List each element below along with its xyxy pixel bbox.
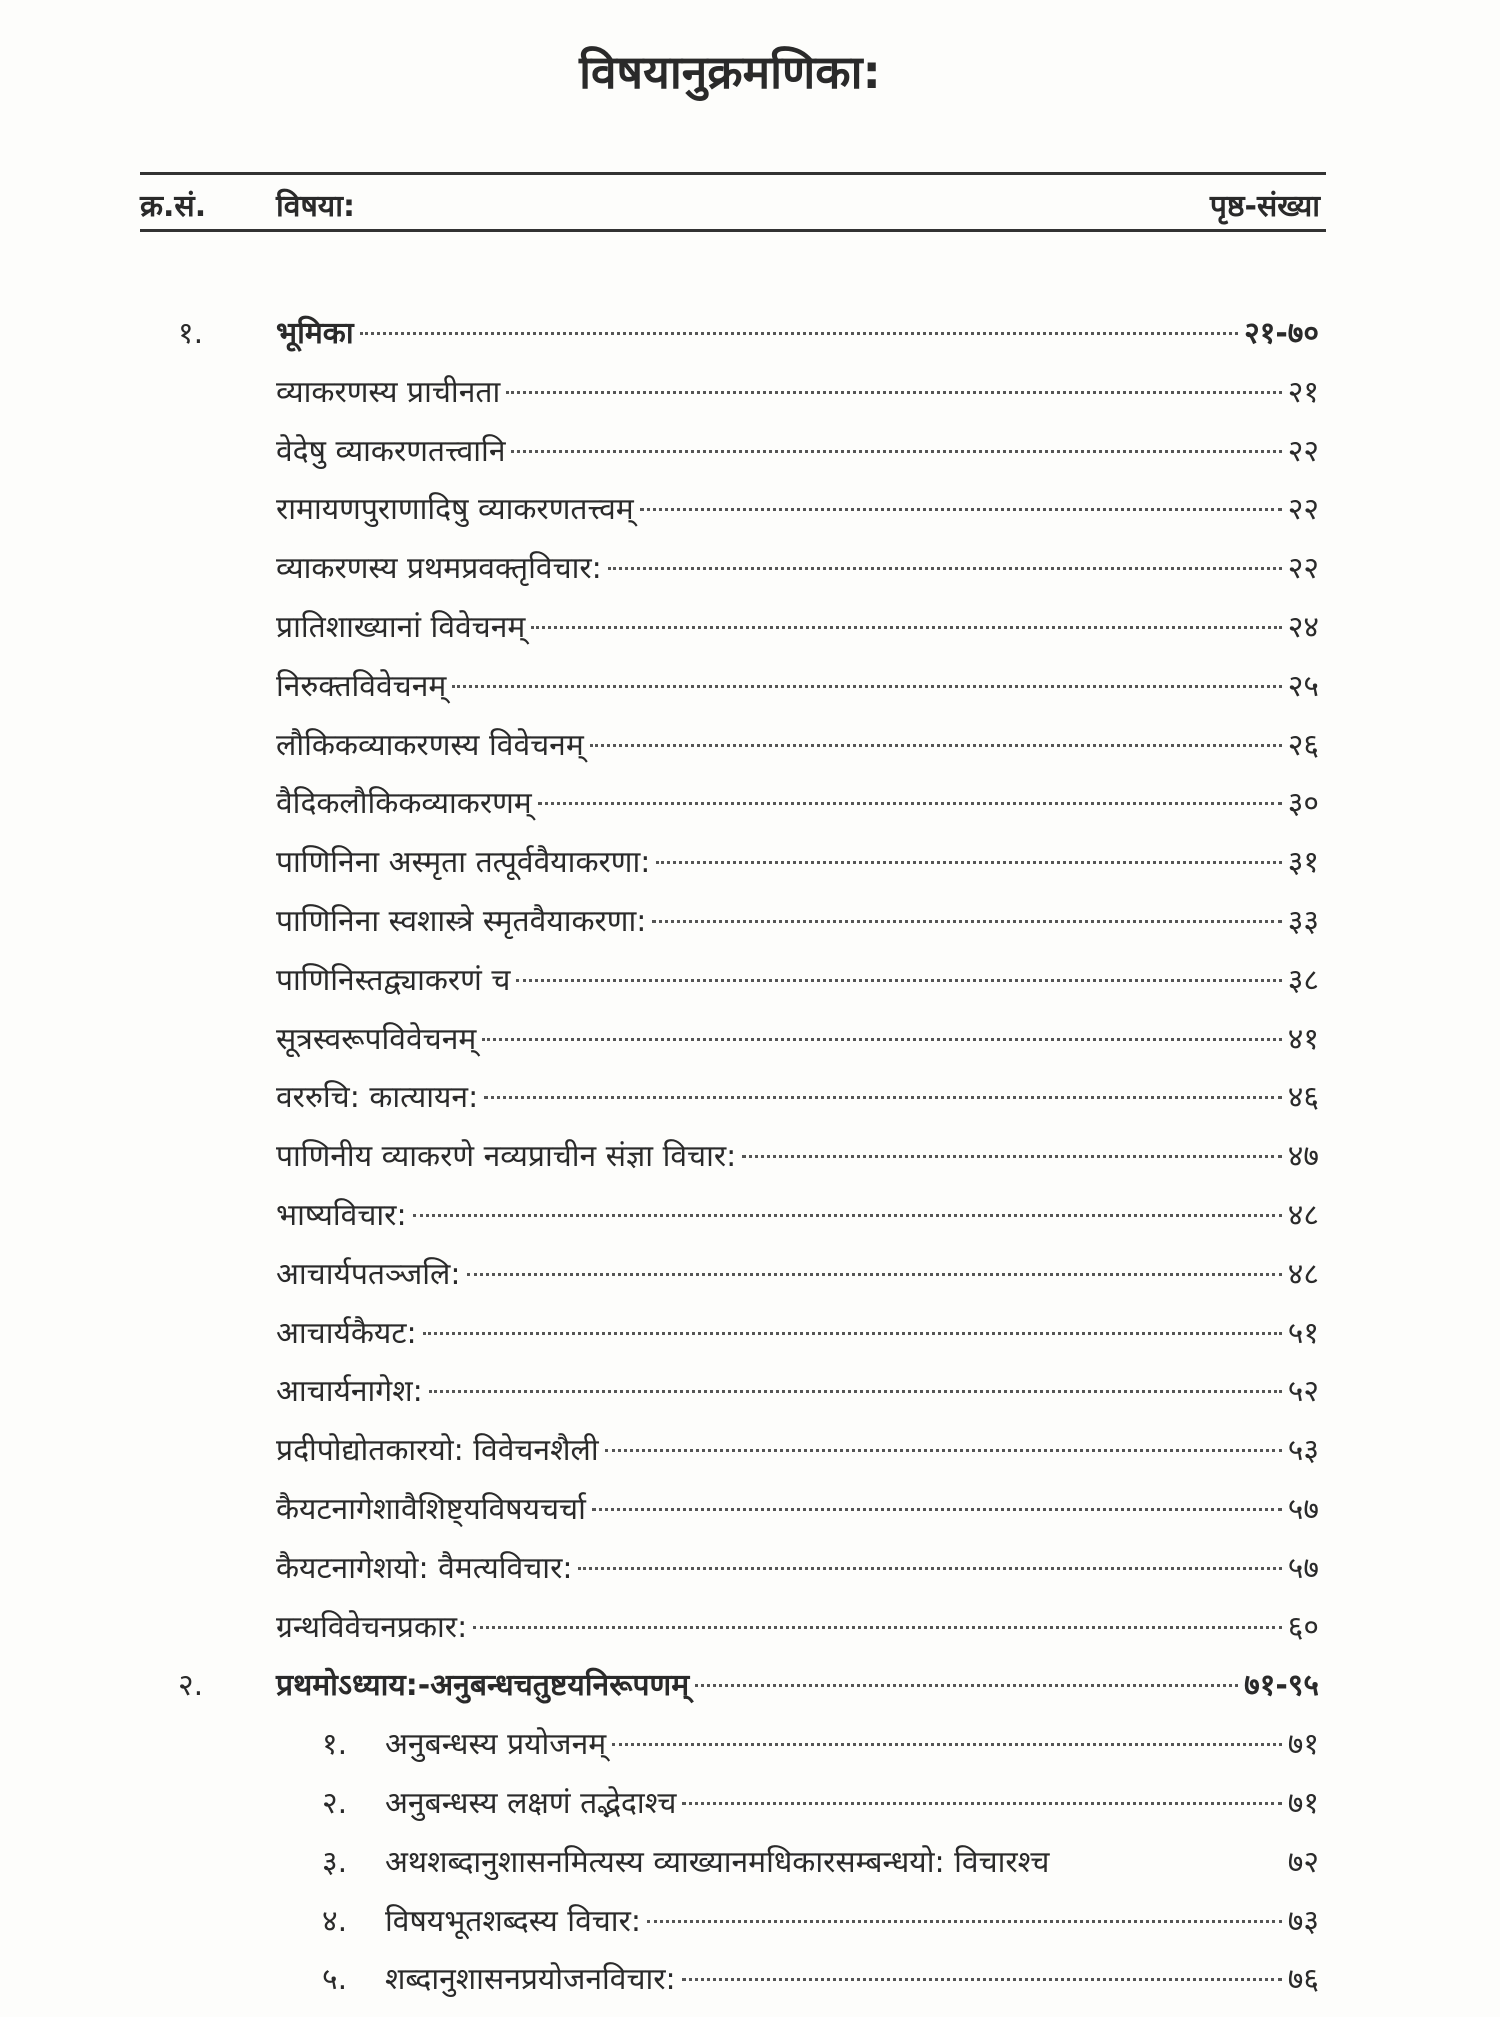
entry-page: ३८ — [1287, 962, 1319, 998]
toc-entry — [0, 1900, 1500, 1959]
entry-line — [276, 547, 1319, 591]
entry-line — [276, 724, 1319, 768]
entry-number: ५. — [322, 1962, 348, 1998]
entry-line — [276, 665, 1319, 709]
header-page: पृष्ठ-संख्या — [1209, 189, 1320, 224]
entry-title: अनुबन्धस्य लक्षणं तद्भेदाश्च — [385, 1785, 677, 1821]
entry-title: निरुक्तविवेचनम् — [276, 668, 447, 704]
entry-number: ४. — [322, 1903, 348, 1939]
dot-leader — [682, 1978, 1282, 1981]
dot-leader — [511, 450, 1281, 453]
entry-page: ७२ — [1287, 1844, 1319, 1880]
entry-page: ४८ — [1287, 1256, 1319, 1292]
dot-leader — [452, 685, 1281, 688]
entry-page: ६० — [1287, 1609, 1319, 1645]
entry-page: ५७ — [1287, 1550, 1319, 1586]
dot-leader — [429, 1390, 1282, 1393]
toc-entry — [0, 1253, 1500, 1312]
toc-entry — [0, 1488, 1500, 1547]
entry-page: ३१ — [1287, 845, 1319, 881]
toc-entry — [0, 900, 1500, 959]
entry-title: पाणिनिस्तद्व्याकरणं च — [276, 962, 511, 998]
entry-line — [276, 312, 1319, 356]
entry-line — [276, 1488, 1319, 1532]
entry-title: कैयटनागेशयो: वैमत्यविचार: — [276, 1550, 573, 1586]
entry-line — [276, 841, 1319, 885]
toc-entry — [0, 959, 1500, 1018]
entry-page: ७६ — [1287, 1962, 1319, 1998]
entry-page: २१ — [1287, 374, 1319, 410]
header-bottom-rule — [140, 229, 1326, 232]
toc-entry — [0, 1547, 1500, 1606]
toc-entry — [0, 665, 1500, 724]
entry-line — [276, 900, 1319, 944]
toc-chapter — [0, 1664, 1500, 1723]
entry-page: ७३ — [1287, 1903, 1319, 1939]
entry-title: लौकिकव्याकरणस्य विवेचनम् — [276, 727, 584, 763]
entry-page: ७१-९५ — [1244, 1668, 1319, 1704]
entry-title: सूत्रस्वरूपविवेचनम् — [276, 1021, 477, 1057]
page-title: विषयानुक्रमणिका: — [579, 45, 881, 99]
entry-line — [276, 488, 1319, 532]
entry-line — [276, 430, 1319, 474]
entry-page: ७१ — [1287, 1727, 1319, 1763]
dot-leader — [482, 1038, 1281, 1041]
dot-leader — [423, 1332, 1282, 1335]
entry-line — [276, 782, 1319, 826]
entry-title: रामायणपुराणादिषु व्याकरणतत्त्वम् — [276, 492, 634, 528]
toc-entry — [0, 782, 1500, 841]
entry-title: वेदेषु व्याकरणतत्त्वानि — [276, 433, 506, 469]
toc-entry — [0, 430, 1500, 489]
dot-leader — [516, 979, 1281, 982]
entry-line — [276, 1664, 1319, 1708]
toc-entry — [0, 1606, 1500, 1665]
entry-line — [276, 1076, 1319, 1120]
toc-list — [0, 312, 1500, 2017]
toc-entry — [0, 488, 1500, 547]
entry-title: शब्दानुशासनप्रयोजनविचार: — [385, 1962, 676, 1998]
toc-entry — [0, 547, 1500, 606]
header-subject: विषया: — [276, 189, 355, 224]
entry-title: प्रातिशाख्यानां विवेचनम् — [276, 609, 526, 645]
entry-page: ५३ — [1287, 1433, 1319, 1469]
toc-entry — [0, 606, 1500, 665]
entry-title: पाणिनिना अस्मृता तत्पूर्ववैयाकरणा: — [276, 845, 651, 881]
entry-page: २१-७० — [1244, 316, 1319, 351]
toc-entry — [0, 1958, 1500, 2017]
header-serial: क्र.सं. — [140, 189, 207, 224]
entry-title: व्याकरणस्य प्रथमप्रवक्तृविचार: — [276, 551, 602, 587]
toc-entry — [0, 724, 1500, 783]
entry-title: वैदिकलौकिकव्याकरणम् — [276, 786, 532, 822]
entry-title: ग्रन्थविवेचनप्रकार: — [276, 1609, 468, 1645]
dot-leader — [652, 920, 1281, 923]
toc-entry — [0, 1723, 1500, 1782]
entry-page: ५२ — [1287, 1374, 1319, 1410]
entry-title: भाष्यविचार: — [276, 1197, 407, 1233]
entry-line — [385, 1723, 1319, 1767]
entry-number: १. — [178, 316, 204, 351]
entry-title: अनुबन्धस्य प्रयोजनम् — [385, 1727, 607, 1763]
dot-leader — [682, 1802, 1281, 1805]
entry-line — [276, 1018, 1319, 1062]
entry-page: २५ — [1287, 668, 1319, 704]
entry-title: अथशब्दानुशासनमित्यस्य व्याख्यानमधिकारसम्बन्धयो: विचारश्च — [385, 1844, 1050, 1880]
dot-leader — [413, 1214, 1282, 1217]
entry-title: वररुचि: कात्यायन: — [276, 1080, 479, 1116]
toc-chapter — [0, 312, 1500, 371]
dot-leader — [592, 1508, 1282, 1511]
entry-line — [385, 1900, 1319, 1944]
entry-title: विषयभूतशब्दस्य विचार: — [385, 1903, 641, 1939]
entry-title: प्रथमोऽध्याय:-अनुबन्धचतुष्टयनिरूपणम् — [276, 1668, 690, 1704]
dot-leader — [695, 1684, 1238, 1687]
entry-line — [385, 1841, 1319, 1885]
table-header — [140, 184, 1326, 224]
entry-page: ४८ — [1287, 1197, 1319, 1233]
entry-number: ३. — [322, 1844, 348, 1880]
entry-line — [276, 1253, 1319, 1297]
toc-entry — [0, 1312, 1500, 1371]
entry-title: भूमिका — [276, 316, 354, 351]
dot-leader — [608, 567, 1282, 570]
entry-line — [276, 1194, 1319, 1238]
dot-leader — [647, 1920, 1282, 1923]
entry-line — [276, 1547, 1319, 1591]
entry-page: २२ — [1287, 433, 1319, 469]
entry-title: पाणिनीय व्याकरणे नव्यप्राचीन संज्ञा विचार: — [276, 1139, 737, 1175]
entry-page: ५१ — [1287, 1315, 1319, 1351]
entry-line — [385, 1782, 1319, 1826]
entry-line — [276, 1429, 1319, 1473]
dot-leader — [467, 1273, 1282, 1276]
entry-line — [276, 1606, 1319, 1650]
entry-page: २४ — [1287, 609, 1319, 645]
entry-page: २६ — [1287, 727, 1319, 763]
entry-page: ५७ — [1287, 1491, 1319, 1527]
entry-line — [385, 1958, 1319, 2002]
entry-title: आचार्यपतञ्जलि: — [276, 1256, 461, 1292]
entry-number: २. — [322, 1785, 348, 1821]
entry-page: २२ — [1287, 551, 1319, 587]
entry-line — [276, 606, 1319, 650]
entry-line — [276, 371, 1319, 415]
dot-leader — [506, 391, 1282, 394]
entry-page: ४६ — [1287, 1080, 1319, 1116]
dot-leader — [578, 1567, 1281, 1570]
toc-entry — [0, 1018, 1500, 1077]
header-top-rule — [140, 172, 1326, 175]
dot-leader — [473, 1626, 1282, 1629]
dot-leader — [360, 332, 1239, 335]
dot-leader — [612, 1743, 1282, 1746]
toc-entry — [0, 1782, 1500, 1841]
entry-title: आचार्यनागेश: — [276, 1374, 423, 1410]
dot-leader — [640, 508, 1282, 511]
toc-entry — [0, 1429, 1500, 1488]
entry-number: १. — [322, 1727, 348, 1763]
dot-leader — [531, 626, 1281, 629]
dot-leader — [605, 1449, 1282, 1452]
entry-page: ४१ — [1287, 1021, 1319, 1057]
entry-page: ४७ — [1287, 1139, 1319, 1175]
entry-title: पाणिनिना स्वशास्त्रे स्मृतवैयाकरणा: — [276, 903, 647, 939]
entry-line — [276, 959, 1319, 1003]
entry-number: २. — [178, 1668, 204, 1704]
entry-page: २२ — [1287, 492, 1319, 528]
entry-line — [276, 1370, 1319, 1414]
entry-line — [276, 1135, 1319, 1179]
dot-leader — [484, 1096, 1282, 1099]
dot-leader — [656, 861, 1281, 864]
toc-entry — [0, 1135, 1500, 1194]
toc-entry — [0, 1194, 1500, 1253]
entry-page: ३३ — [1287, 903, 1319, 939]
toc-entry — [0, 371, 1500, 430]
dot-leader — [590, 744, 1282, 747]
entry-page: ७१ — [1287, 1785, 1319, 1821]
toc-entry — [0, 841, 1500, 900]
toc-entry — [0, 1076, 1500, 1135]
toc-entry — [0, 1370, 1500, 1429]
entry-title: आचार्यकैयट: — [276, 1315, 417, 1351]
entry-line — [276, 1312, 1319, 1356]
entry-page: ३० — [1287, 786, 1319, 822]
entry-title: कैयटनागेशावैशिष्ट्यविषयचर्चा — [276, 1491, 586, 1527]
toc-entry — [0, 1841, 1500, 1900]
dot-leader — [742, 1155, 1282, 1158]
dot-leader — [538, 802, 1282, 805]
entry-title: व्याकरणस्य प्राचीनता — [276, 374, 501, 410]
entry-title: प्रदीपोद्योतकारयो: विवेचनशैली — [276, 1433, 599, 1469]
